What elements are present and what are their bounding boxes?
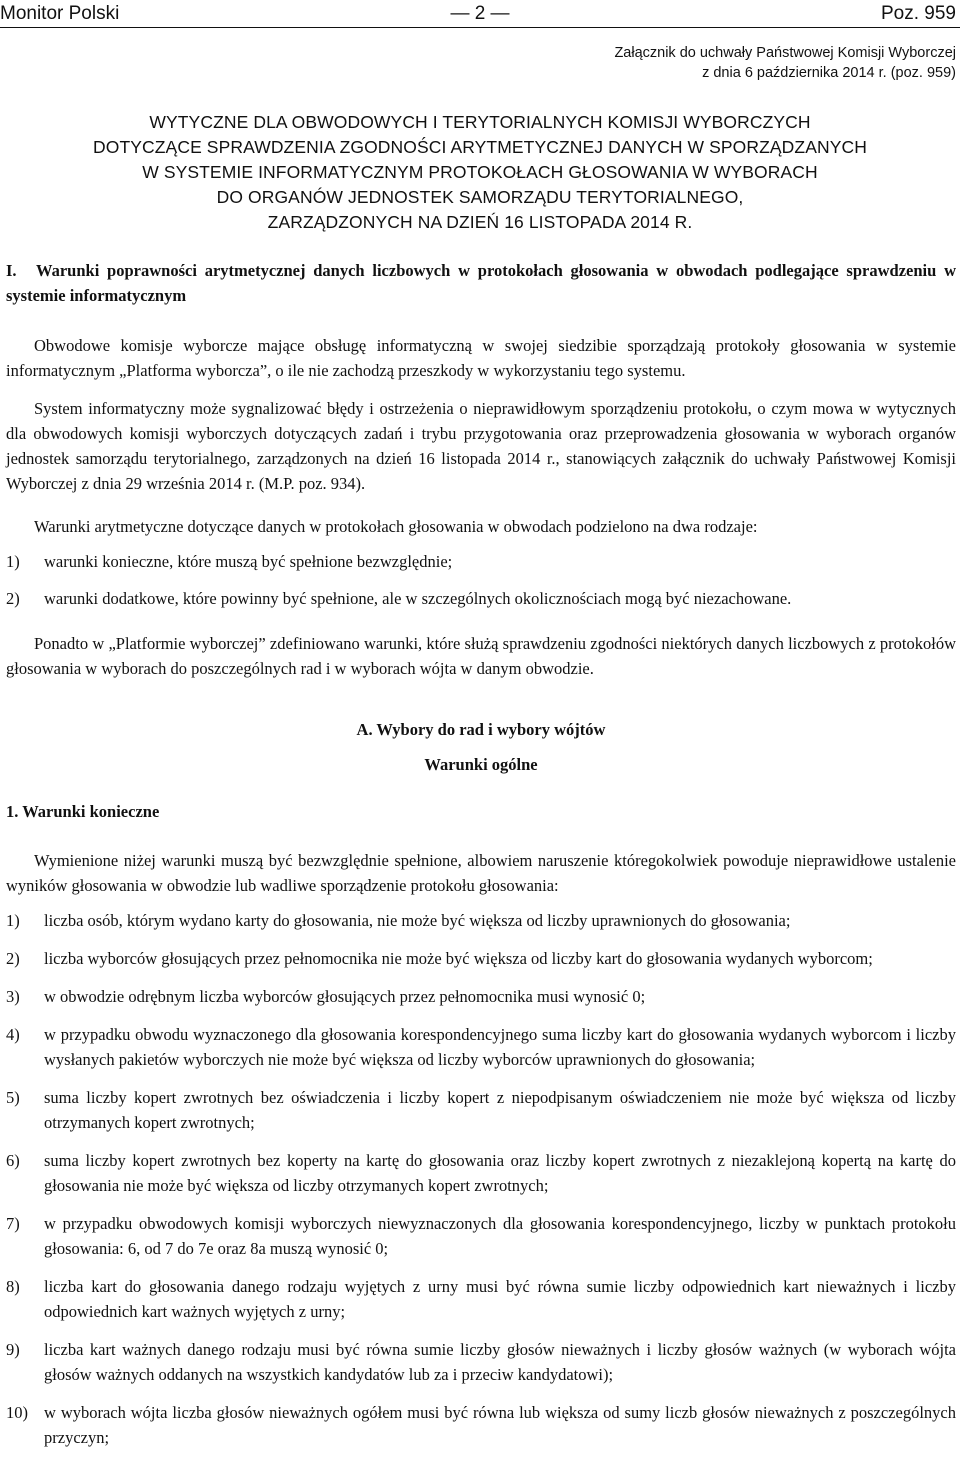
- section-heading-text: Warunki poprawności arytmetycznej danych liczbowych w protokołach głosowania w obwodach podlegające sprawdzeniu w systemie informatycznym: [6, 261, 956, 305]
- list-item: [6, 586, 956, 611]
- list-text: liczba kart do głosowania danego rodzaju wyjętych z urny musi być równa sumie liczby odpowiednich kart nieważnych i liczby odpowiednich kart ważnych wyjętych z urny;: [44, 1277, 956, 1321]
- list-text: liczba kart ważnych danego rodzaju musi być równa sumie liczby głosów nieważnych i liczby głosów ważnych (w wyborach wójta głosów ważnych oddanych na wszystkich kandydatów lub za i przeciw kandydatowi);: [44, 1340, 956, 1384]
- paragraph: System informatyczny może sygnalizować błędy i ostrzeżenia o nieprawidłowym sporządzeniu protokołu, o czym mowa w wytycznych dla obwodowych komisji wyborczych dotyczących zadań i trybu przygotowania oraz przeprowadzenia głosowania w wyborach organów jednostek samorządu terytorialnego, zarządzonych na dzień 16 listopada 2014 r., stanowiących załącznik do uchwały Państwowej Komisji Wyborczej z dnia 29 września 2014 r. (M.P. poz. 934).: [6, 399, 956, 493]
- list-number: 6): [6, 1151, 20, 1170]
- title-line: W SYSTEMIE INFORMATYCZNYM PROTOKOŁACH GŁOSOWANIA W WYBORACH: [142, 162, 818, 182]
- list-number: 2): [6, 949, 20, 968]
- paragraph: Warunki arytmetyczne dotyczące danych w protokołach głosowania w obwodach podzielono na dwa rodzaje:: [34, 517, 758, 536]
- condition-item: [6, 1211, 956, 1261]
- header-position-number: Poz. 959: [881, 3, 956, 24]
- list-text: w obwodzie odrębnym liczba wyborców głosujących przez pełnomocnika musi wynosić 0;: [44, 987, 646, 1006]
- list-text: suma liczby kopert zwrotnych bez koperty na kartę do głosowania oraz liczby kopert zwrotnych z niezaklejoną kopertą na kartę do głosowania nie może być większa od liczby otrzymanych kopert zwrotnych;: [44, 1151, 956, 1195]
- list-text: suma liczby kopert zwrotnych bez oświadczenia i liczby kopert z niepodpisanym oświadczeniem nie może być większa od liczby otrzymanych kopert zwrotnych;: [44, 1088, 956, 1132]
- list-number: 9): [6, 1340, 20, 1359]
- condition-item: [6, 946, 956, 971]
- header-rule: [0, 27, 960, 28]
- list-text: w przypadku obwodowych komisji wyborczych niewyznaczonych dla głosowania korespondencyjnego, liczby w punktach protokołu głosowania: 6, od 7 do 7e oraz 8a muszą wynosić 0;: [44, 1214, 956, 1258]
- section-a-subheading: Warunki ogólne: [424, 755, 538, 774]
- section-a-heading: A. Wybory do rad i wybory wójtów: [356, 720, 606, 739]
- title-line: DO ORGANÓW JEDNOSTEK SAMORZĄDU TERYTORIALNEGO,: [216, 187, 744, 207]
- title-line: DOTYCZĄCE SPRAWDZENIA ZGODNOŚCI ARYTMETYCZNEJ DANYCH W SPORZĄDZANYCH: [93, 137, 867, 157]
- condition-item: [6, 1022, 956, 1072]
- list-number: 7): [6, 1214, 20, 1233]
- list-number: 4): [6, 1025, 20, 1044]
- title-line: ZARZĄDZONYCH NA DZIEŃ 16 LISTOPADA 2014 R.: [267, 212, 693, 232]
- list-text: liczba wyborców głosujących przez pełnomocnika nie może być większa od liczby kart do głosowania wydanych wyborcom;: [44, 949, 873, 968]
- header-publication-name: Monitor Polski: [0, 3, 120, 24]
- condition-item: [6, 1085, 956, 1135]
- section-heading: [6, 258, 956, 308]
- condition-item: [6, 984, 956, 1009]
- list-item: [6, 549, 956, 574]
- paragraph: Ponadto w „Platformie wyborczej” zdefiniowano warunki, które służą sprawdzeniu zgodności niektórych danych liczbowych z protokołów głosowania w wyborach do poszczególnych rad i w wyborach wójta w danym obwodzie.: [6, 634, 956, 678]
- list-number: 2): [6, 589, 20, 608]
- condition-item: [6, 1337, 956, 1387]
- list-number: 10): [6, 1403, 28, 1422]
- title-line: WYTYCZNE DLA OBWODOWYCH I TERYTORIALNYCH KOMISJI WYBORCZYCH: [149, 112, 811, 132]
- annex-line-1: Załącznik do uchwały Państwowej Komisji Wyborczej: [614, 45, 956, 61]
- list-number: 1): [6, 911, 20, 930]
- list-text: warunki dodatkowe, które powinny być spełnione, ale w szczególnych okolicznościach mogą być niezachowane.: [44, 589, 792, 608]
- annex-note: [556, 43, 956, 83]
- subsection-heading: 1. Warunki konieczne: [6, 802, 160, 821]
- paragraph: Obwodowe komisje wyborcze mające obsługę informatyczną w swojej siedzibie sporządzają protokoły głosowania w systemie informatycznym „Platforma wyborcza”, o ile nie zachodzą przeszkody w wykorzystaniu tego systemu.: [6, 336, 956, 380]
- condition-item: [6, 1148, 956, 1198]
- annex-line-2: z dnia 6 października 2014 r. (poz. 959): [702, 65, 956, 81]
- list-text: liczba osób, którym wydano karty do głosowania, nie może być większa od liczby uprawnionych do głosowania;: [44, 911, 791, 930]
- list-number: 5): [6, 1088, 20, 1107]
- condition-item: [6, 1274, 956, 1324]
- list-text: w wyborach wójta liczba głosów nieważnych ogółem musi być równa lub większa od sumy liczb głosów nieważnych z poszczególnych przyczyn;: [44, 1403, 956, 1447]
- list-number: 8): [6, 1277, 20, 1296]
- list-text: warunki konieczne, które muszą być spełnione bezwzględnie;: [44, 552, 453, 571]
- document-body: [6, 258, 956, 1463]
- paragraph: Wymienione niżej warunki muszą być bezwzględnie spełnione, albowiem naruszenie któregokolwiek powoduje nieprawidłowe ustalenie wyników głosowania w obwodzie lub wadliwe sporządzenie protokołu głosowania:: [6, 851, 956, 895]
- header-page-number: — 2 —: [450, 3, 510, 24]
- document-title: [0, 110, 960, 235]
- condition-item: [6, 908, 956, 933]
- section-number: I.: [6, 261, 17, 280]
- list-text: w przypadku obwodu wyznaczonego dla głosowania korespondencyjnego suma liczby kart do głosowania wydanych wyborcom i liczby wysłanych pakietów wyborczych nie może być większa od liczby wyborców uprawnionych do głosowania;: [44, 1025, 956, 1069]
- list-number: 3): [6, 987, 20, 1006]
- condition-item: [6, 1400, 956, 1450]
- list-number: 1): [6, 552, 20, 571]
